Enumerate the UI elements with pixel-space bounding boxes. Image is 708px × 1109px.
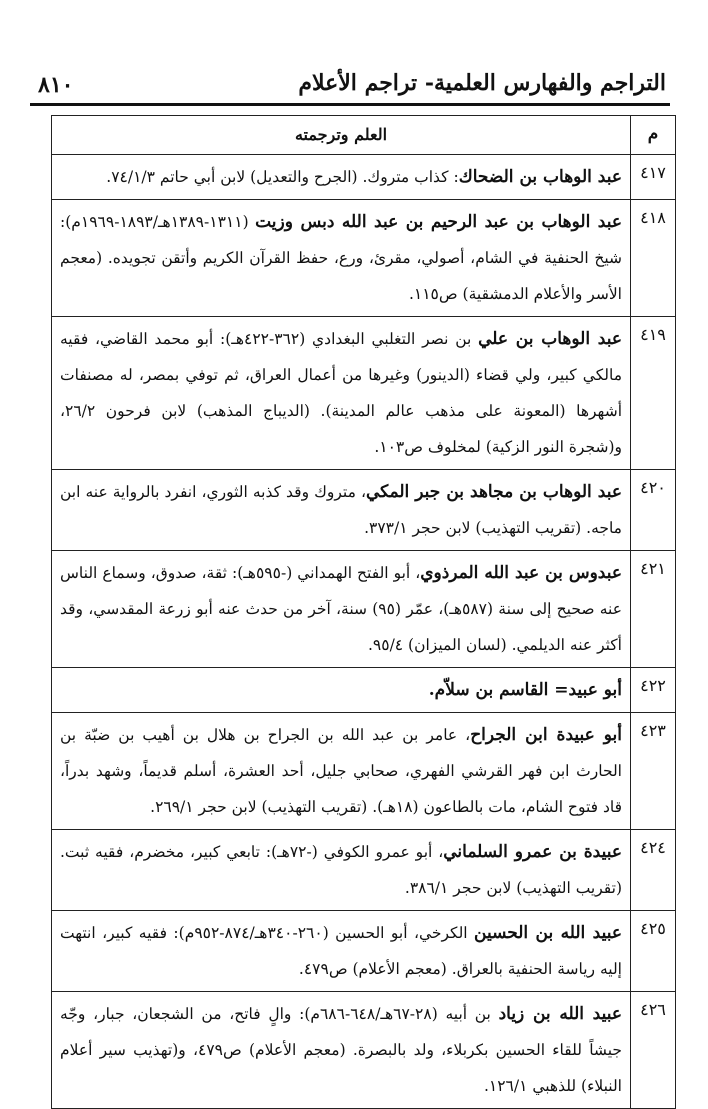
entry-text: بن أبيه (٢٨-٦٧هـ/٦٤٨-٦٨٦م): والٍ فاتح، من الشجعان، جبار، وجّه جيشاً للقاء الحسين بكربلاء، ولد بالبصرة. (معجم الأعلام) ص٤٧٩، و(تهذيب سير أعلام النبلاء) للذهبي ١٢٦/١.: [60, 1005, 623, 1095]
entry-name: عبدوس بن عبد الله المرذوي: [420, 563, 622, 583]
entry-body: [52, 200, 630, 316]
entry-name: أبو عبيدة ابن الجراح: [470, 725, 623, 745]
entry-number: ٤١٧: [630, 155, 675, 199]
table-row: [52, 470, 675, 551]
entry-name: عبيدة بن عمرو السلماني: [443, 842, 623, 862]
entry-text: : كذاب متروك. (الجرح والتعديل) لابن أبي حاتم ٧٤/١/٣.: [106, 168, 459, 186]
entry-name: عبد الوهاب بن علي: [478, 329, 623, 349]
entry-number: ٤٢٠: [630, 470, 675, 550]
entry-number: ٤٢٦: [630, 992, 675, 1108]
entry-number: ٤٢١: [630, 551, 675, 667]
entry-body: [52, 551, 630, 667]
entry-number: ٤٢٢: [630, 668, 675, 712]
column-header-biography: العلم وترجمته: [294, 125, 388, 144]
entry-text: بن نصر التغلبي البغدادي (٣٦٢-٤٢٢هـ): أبو محمد القاضي، فقيه مالكي كبير، ولي قضاء (الدينور) وغيرها من أعمال العراق، ثم توفي بمصر، له مصنفات أشهرها (المعونة على مذهب عالم المدينة). (الديباج المذهب) لابن فرحون ٢٦/٢، و(شجرة النور الزكية) لمخلوف ص١٠٣.: [60, 330, 622, 456]
entry-body: [52, 911, 630, 991]
entry-body: [52, 992, 630, 1108]
entry-text: ، عامر بن عبد الله بن الجراح بن هلال بن أهيب بن ضبّة بن الحارث ابن فهر القرشي الفهري، صحابي جليل، أحد العشرة، أسلم قديماً، وشهد بدراً، قاد فتوح الشام، مات بالطاعون (١٨هـ). (تقريب التهذيب) لابن حجر ٢٦٩/١.: [60, 726, 622, 816]
entry-number: ٤٢٤: [630, 830, 675, 910]
entry-body: [52, 668, 630, 712]
table-header-row: [52, 116, 675, 155]
entry-name: عبد الوهاب بن عبد الرحيم بن عبد الله دبس وزيت: [255, 212, 622, 232]
entry-body: [52, 470, 630, 550]
column-header-number: م: [630, 116, 675, 154]
entry-number: ٤٢٣: [630, 713, 675, 829]
table-row: [52, 992, 675, 1108]
entry-body: [52, 830, 630, 910]
page-number: ٨١٠: [38, 72, 74, 98]
entry-name: عبد الوهاب بن مجاهد بن جبر المكي: [365, 482, 622, 502]
table-row: [52, 200, 675, 317]
entry-name: عبيد الله بن الحسين: [474, 923, 622, 943]
entry-text: ، أبو الفتح الهمداني (-٥٩٥هـ): ثقة، صدوق، وسماع الناس عنه صحيح إلى سنة (٥٨٧هـ)، عمّر (٩٥) سنة، آخر من حدث عنه أبو زرعة المقدسي، وقد أكثر عنه الديلمي. (لسان الميزان) ٩٥/٤.: [60, 564, 622, 654]
entry-text: ، أبو عمرو الكوفي (-٧٢هـ): تابعي كبير، مخضرم، فقيه ثبت. (تقريب التهذيب) لابن حجر ٣٨٦/١.: [60, 843, 622, 897]
entry-number: ٤٢٥: [630, 911, 675, 991]
entry-body: [52, 713, 630, 829]
table-row: [52, 830, 675, 911]
entry-name: عبد الوهاب بن الضحاك: [458, 167, 622, 187]
table-row: [52, 155, 675, 200]
entry-name: عبيد الله بن زياد: [498, 1004, 622, 1024]
entry-text: ، متروك وقد كذبه الثوري، انفرد بالرواية عنه ابن ماجه. (تقريب التهذيب) لابن حجر ٣٧٣/١.: [60, 483, 622, 537]
entry-text: الكرخي، أبو الحسين (٢٦٠-٣٤٠هـ/٨٧٤-٩٥٢م): فقيه كبير، انتهت إليه رياسة الحنفية بالعراق. (معجم الأعلام) ص٤٧٩.: [60, 924, 622, 978]
entry-number: ٤١٨: [630, 200, 675, 316]
entry-text: (١٣١١-١٣٨٩هـ/١٨٩٣-١٩٦٩م): شيخ الحنفية في الشام، أصولي، مقرئ، ورع، حفظ القرآن الكريم وأتقن تجويده. (معجم الأسر والأعلام الدمشقية) ص١١٥.: [60, 213, 622, 303]
entry-number: ٤١٩: [630, 317, 675, 469]
table-row: [52, 668, 675, 713]
table-row: [52, 317, 675, 470]
table-row: [52, 911, 675, 992]
entry-body: [52, 155, 630, 199]
page-header: [30, 64, 670, 104]
entry-body: [52, 317, 630, 469]
entry-name: أبو عبيد= القاسم بن سلاّم.: [428, 680, 622, 700]
header-rule: [30, 103, 670, 106]
table-row: [52, 551, 675, 668]
biography-table: [51, 115, 676, 1109]
table-row: [52, 713, 675, 830]
running-title: التراجم والفهارس العلمية- تراجم الأعلام: [298, 70, 666, 96]
